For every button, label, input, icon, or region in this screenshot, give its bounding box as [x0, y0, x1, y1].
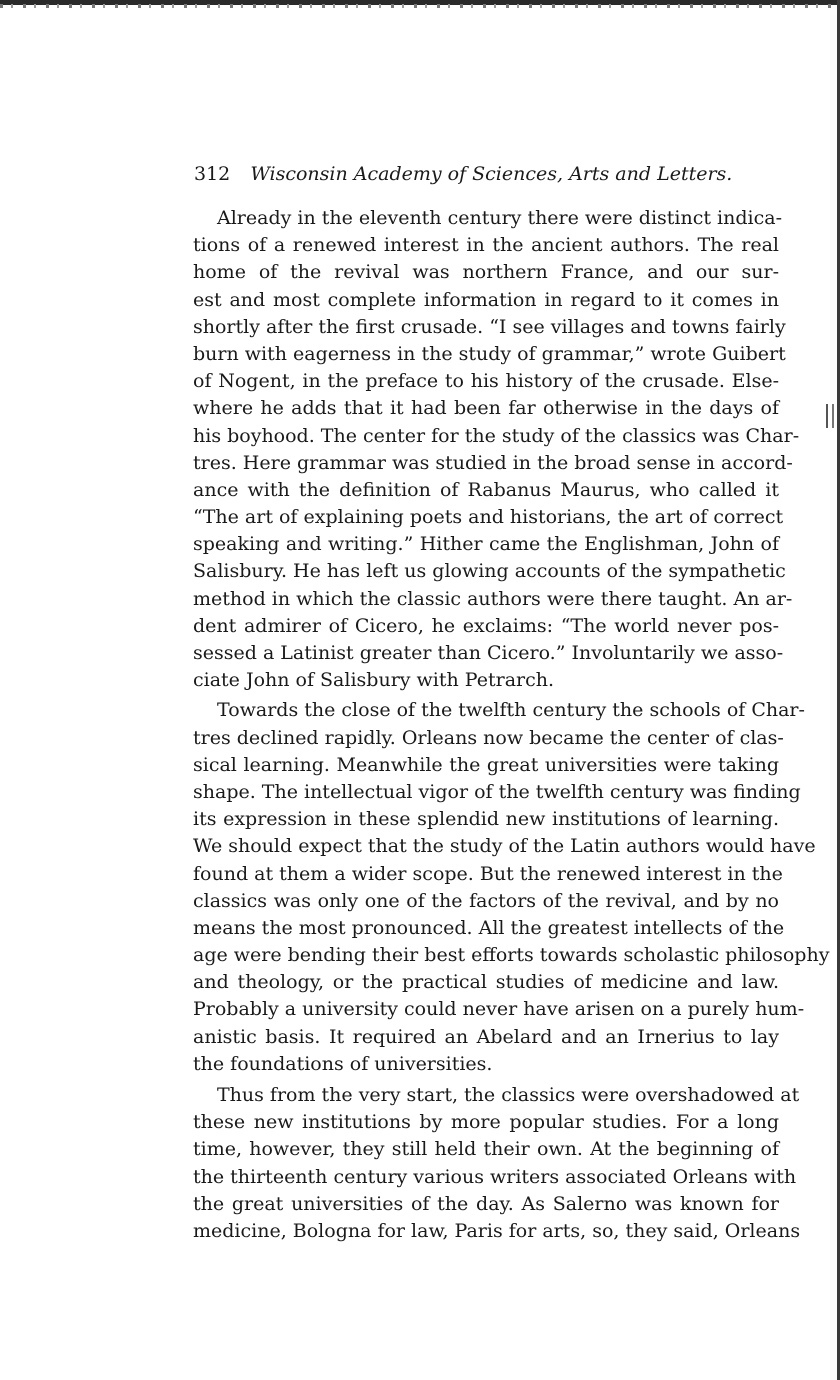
- text-line: medicine, Bologna for law, Paris for arts, so, they said, Orleans: [193, 1219, 801, 1242]
- text-line: its expression in these splendid new institutions of learning.: [193, 808, 779, 831]
- text-line: method in which the classic authors were there taught. An ar-: [193, 587, 793, 610]
- paragraph: [193, 205, 800, 694]
- running-title: Wisconsin Academy of Sciences, Arts and Letters.: [250, 163, 733, 185]
- text-line: where he adds that it had been far otherwise in the days of: [193, 397, 779, 420]
- text-line: shortly after the first crusade. “I see villages and towns fairly: [193, 315, 786, 338]
- text-line: tions of a renewed interest in the ancient authors. The real: [193, 234, 779, 257]
- text-line: the thirteenth century various writers associated Orleans with: [193, 1165, 797, 1188]
- text-line: tres. Here grammar was studied in the broad sense in accord-: [193, 451, 793, 474]
- text-line: age were bending their best efforts towards scholastic philosophy: [193, 944, 830, 967]
- text-line: Towards the close of the twelfth century the schools of Char-: [217, 699, 805, 722]
- text-line: Thus from the very start, the classics were overshadowed at: [217, 1084, 800, 1106]
- text-line: Probably a university could never have arisen on a purely hum-: [193, 998, 805, 1021]
- text-line: these new institutions by more popular studies. For a long: [193, 1111, 779, 1134]
- text-line: the foundations of universities.: [193, 1052, 493, 1075]
- text-line: of Nogent, in the preface to his history of the crusade. Else-: [193, 370, 779, 393]
- text-line: the great universities of the day. As Salerno was known for: [193, 1192, 779, 1215]
- text-line: shape. The intellectual vigor of the twelfth century was finding: [193, 780, 801, 803]
- text-line: ance with the definition of Rabanus Maurus, who called it: [193, 478, 779, 501]
- text-line: Salisbury. He has left us glowing accounts of the sympathetic: [193, 560, 786, 583]
- text-line: anistic basis. It required an Abelard and an Irnerius to lay: [193, 1025, 779, 1048]
- text-line: sessed a Latinist greater than Cicero.” Involuntarily we asso-: [193, 642, 784, 664]
- text-line: ciate John of Salisbury with Petrarch.: [193, 669, 555, 692]
- paragraph: [193, 1082, 801, 1245]
- text-line: means the most pronounced. All the greatest intellects of the: [193, 916, 785, 939]
- text-line: speaking and writing.” Hither came the Englishman, John of: [193, 533, 779, 556]
- text-line: found at them a wider scope. But the renewed interest in the: [193, 862, 783, 885]
- page-top-edge: [0, 0, 840, 14]
- text-line: “The art of explaining poets and historians, the art of correct: [193, 506, 784, 529]
- text-line: sical learning. Meanwhile the great universities were taking: [193, 753, 779, 776]
- page-number: 312: [194, 163, 231, 185]
- text-line: burn with eagerness in the study of grammar,” wrote Guibert: [193, 342, 786, 365]
- paragraph: [193, 697, 830, 1078]
- running-header: [194, 158, 774, 190]
- text-line: his boyhood. The center for the study of the classics was Char-: [193, 424, 800, 447]
- binding-mark: [826, 404, 834, 428]
- text-line: dent admirer of Cicero, he exclaims: “The world never pos-: [193, 614, 779, 637]
- text-line: We should expect that the study of the Latin authors would have: [193, 835, 816, 858]
- text-line: time, however, they still held their own. At the beginning of: [193, 1138, 779, 1161]
- text-line: tres declined rapidly. Orleans now became the center of clas-: [193, 726, 784, 749]
- body-text: [193, 205, 830, 1245]
- text-line: est and most complete information in regard to it comes in: [193, 288, 779, 311]
- torn-paper-edge: [0, 4, 840, 8]
- text-line: and theology, or the practical studies of medicine and law.: [193, 971, 779, 994]
- text-line: Already in the eleventh century there were distinct indica-: [217, 207, 782, 229]
- text-line: home of the revival was northern France, and our sur-: [193, 261, 779, 284]
- text-line: classics was only one of the factors of the revival, and by no: [193, 889, 779, 912]
